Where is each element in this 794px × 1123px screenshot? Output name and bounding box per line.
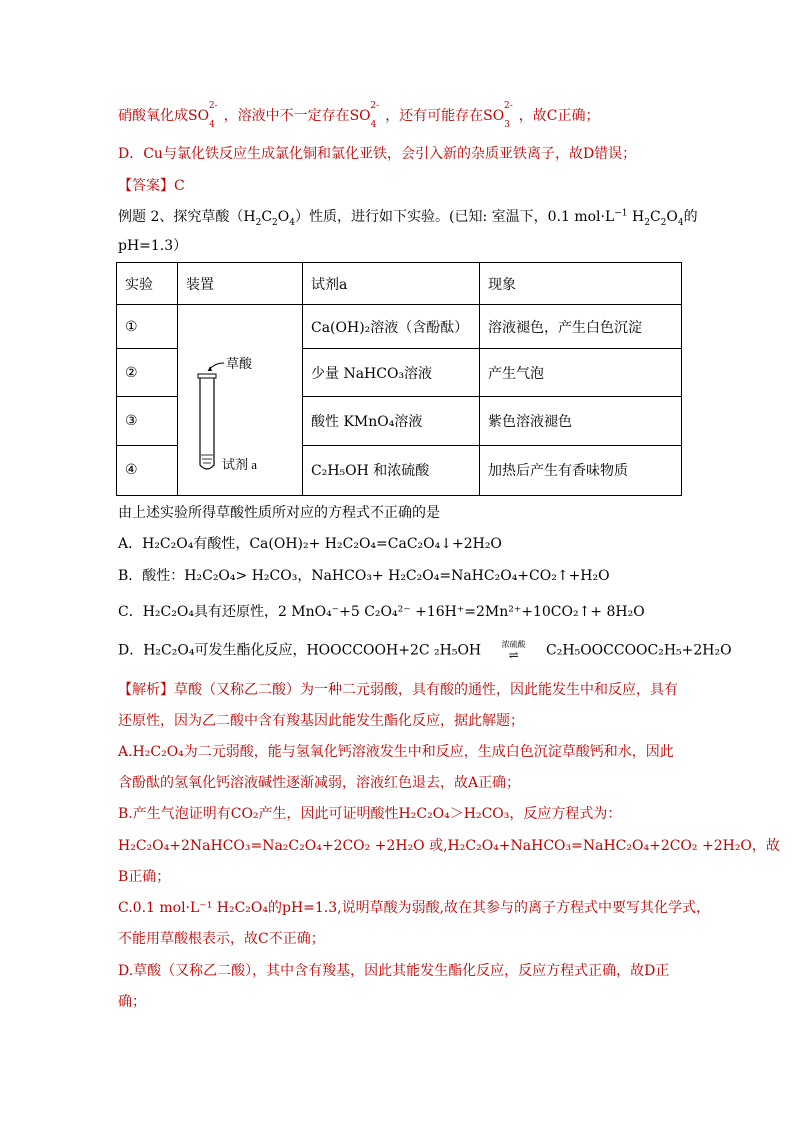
example-intro: 例题 2、探究草酸$(H_2C_2O_4)$性质，进行如下实验。(已知: 室温下，0.1 $mol\cdot L^{-1}$ $H_2C_2O_4$的	[118, 208, 698, 228]
row-number: ③	[117, 397, 178, 445]
reagent-a-label: 试剂 a	[222, 457, 258, 472]
reagent-cell: C₂H₅OH 和浓硫酸	[303, 445, 480, 495]
header-cell: 实验	[117, 263, 178, 305]
option-b: B．酸性：H₂C₂O₄> H₂CO₃，NaHCO₃+ H₂C₂O₄=NaHC₂O₄+CO₂↑+H₂O	[118, 568, 610, 584]
reagent-cell: 少量 NaHCO₃溶液	[303, 349, 480, 397]
reagent-cell: 酸性 KMnO₄溶液	[303, 397, 480, 445]
line-1: 硝酸氧化成$SO_4^{2-}$，溶液中不一定存在$SO_4^{2-}$，还有可能存在$SO_3^{2-}$，故C正确；	[118, 101, 600, 130]
header-cell: 试剂a	[303, 263, 480, 305]
row-number: ①	[117, 305, 178, 349]
analysis-p5: B.产生气泡证明有CO₂产生，因此可证明酸性H₂C₂O₄＞H₂CO₃，反应方程式为：	[118, 806, 622, 822]
row-number: ②	[117, 349, 178, 397]
table-row	[117, 305, 682, 349]
analysis-p10: D.草酸（又称乙二酸），其中含有羧基，因此其能发生酯化反应，反应方程式正确，故D正	[118, 963, 670, 979]
analysis-p7: B正确；	[118, 869, 171, 885]
option-d: D．H₂C₂O₄可发生酯化反应，HOOCCOOH+2C ₂H₅OH 浓硫酸 ⇌ C₂H₅OOCCOOC₂H₅+2H₂O	[118, 640, 732, 662]
line-2: D．Cu与氯化铁反应生成氯化铜和氯化亚铁，会引入新的杂质亚铁离子，故D错误；	[118, 146, 637, 162]
phenomenon-cell: 产生气泡	[480, 349, 682, 397]
test-tube-diagram	[178, 305, 286, 491]
header-cell: 现象	[480, 263, 682, 305]
analysis-p9: 不能用草酸根表示，故C不正确；	[118, 931, 325, 947]
phenomenon-cell: 加热后产生有香味物质	[480, 445, 682, 495]
question-stem: 由上述实验所得草酸性质所对应的方程式不正确的是	[118, 505, 440, 521]
sulfite-ion: $_3^{2-}$	[504, 101, 513, 130]
row-number: ④	[117, 445, 178, 495]
analysis-p8: C.0.1 mol·L⁻¹ H₂C₂O₄的pH=1.3,说明草酸为弱酸,故在其参与的离子方程式中要写其化学式，	[118, 900, 711, 916]
analysis-p1: 【解析】草酸（又称乙二酸）为一种二元弱酸，具有酸的通性，因此能发生中和反应，具有	[118, 682, 678, 698]
option-c: C．H₂C₂O₄具有还原性，2 MnO₄⁻+5 C₂O₄²⁻ +16H⁺=2Mn²⁺+10CO₂↑+ 8H₂O	[118, 604, 645, 620]
example-intro-line2: pH=1.3）	[118, 238, 188, 254]
reaction-condition: 浓硫酸 ⇌	[486, 640, 542, 661]
phenomenon-cell: 紫色溶液褪色	[480, 397, 682, 445]
phenomenon-cell: 溶液褪色，产生白色沉淀	[480, 305, 682, 349]
option-a: A．H₂C₂O₄有酸性，Ca(OH)₂+ H₂C₂O₄=CaC₂O₄↓+2H₂O	[118, 536, 502, 552]
reversible-arrow-icon: ⇌	[508, 648, 519, 662]
header-cell: 装置	[178, 263, 303, 305]
analysis-p3: A.H₂C₂O₄为二元弱酸，能与氢氧化钙溶液发生中和反应，生成白色沉淀草酸钙和水，因此	[118, 744, 674, 760]
oxalic-acid-label: 草酸	[226, 356, 253, 371]
experiment-table	[116, 262, 682, 496]
table-header-row	[117, 263, 682, 305]
reagent-cell: Ca(OH)₂溶液（含酚酞）	[303, 305, 480, 349]
answer-line: 【答案】C	[118, 178, 185, 194]
dropper-top	[198, 374, 216, 378]
sulfate-ion: $_4^{2-}$	[208, 101, 218, 130]
analysis-p2: 还原性，因为乙二酸中含有羧基因此能发生酯化反应，据此解题；	[118, 713, 524, 729]
analysis-p6: H₂C₂O₄+2NaHCO₃=Na₂C₂O₄+2CO₂ +2H₂O 或,H₂C₂O₄+NaHCO₃=NaHC₂O₄+2CO₂ +2H₂O，故	[118, 838, 780, 854]
sulfate-ion-2: $_4^{2-}$	[370, 101, 380, 130]
analysis-p11: 确；	[118, 994, 146, 1010]
analysis-p4: 含酚酞的氢氧化钙溶液碱性逐渐减弱，溶液红色退去，故A正确；	[118, 775, 521, 791]
apparatus-cell	[178, 305, 303, 496]
